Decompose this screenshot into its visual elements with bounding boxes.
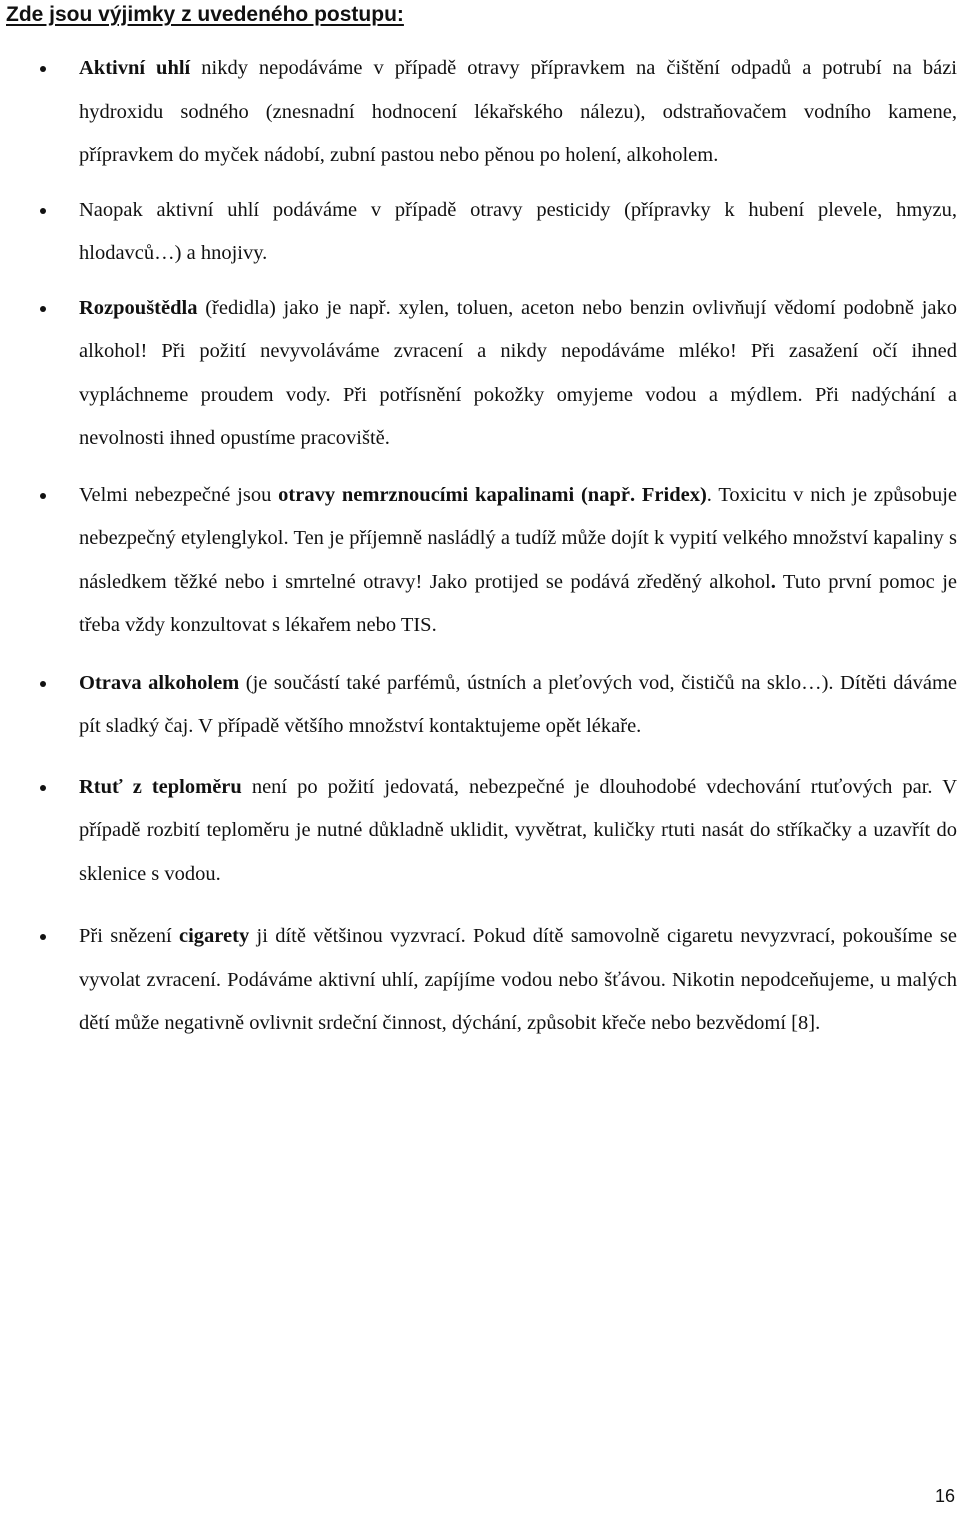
bold-term: cigarety: [179, 925, 250, 947]
item-text: nikdy nepodáváme v případě otravy přípravkem na čištění odpadů a potrubí na bázi hydroxidu sodného (znesnadní hodnocení lékařského nálezu), odstraňovačem vodního kamene, přípravkem do myček nádobí, zubní pastou nebo pěnou po holení, alkoholem.: [79, 57, 957, 166]
bullet-icon: [40, 306, 46, 312]
item-text: Při snězení: [79, 925, 180, 947]
bullet-icon: [40, 785, 46, 791]
bold-term: .: [770, 570, 776, 593]
bullet-icon: [40, 681, 46, 687]
item-text: ji dítě většinou vyzvrací. Pokud dítě samovolně cigaretu nevyzvrací, pokoušíme se vyvolat zvracení. Podáváme aktivní uhlí, zapíjíme vodou nebo šťávou. Nikotin nepodceňujeme, u malých dětí může negativně ovlivnit srdeční činnost, dýchání, způsobit křeče nebo bezvědomí [8].: [79, 925, 957, 1034]
list-item-mercury: [0, 766, 957, 897]
item-text: Velmi nebezpečné jsou: [79, 483, 279, 506]
list-item-alcohol: [0, 662, 957, 749]
bold-term: Rtuť z teploměru: [79, 775, 242, 798]
list-item-antifreeze: [0, 474, 957, 648]
item-text: Tuto první pomoc je třeba vždy konzultovat s lékařem nebo TIS.: [79, 570, 957, 636]
item-text: (je součástí také parfémů, ústních a pleťových vod, čističů na sklo…). Dítěti dáváme pít sladký čaj. V případě většího množství kontaktujeme opět lékaře.: [79, 671, 957, 737]
item-text: . Toxicitu v nich je způsobuje nebezpečný etylenglykol. Ten je příjemně nasládlý a tudíž může dojít k vypití velkého množství kapaliny s následkem těžké nebo i smrtelné otravy! Jako protijed se podává zředěný alkohol: [79, 483, 957, 593]
bullet-icon: [40, 493, 46, 499]
item-text: Naopak aktivní uhlí podáváme v případě otravy pesticidy (přípravky k hubení plevele, hmyzu, hlodavců…) a hnojivy.: [79, 198, 957, 264]
list-item-solvents: [0, 287, 957, 461]
exceptions-list: [0, 47, 960, 1046]
list-item-activated-charcoal-not: [0, 47, 957, 178]
bold-term: Rozpouštědla: [79, 296, 198, 319]
bold-term: Otrava alkoholem: [79, 671, 240, 694]
list-item-activated-charcoal-yes: [0, 189, 957, 276]
list-item-cigarette: [0, 915, 957, 1046]
page-number: 16: [934, 1486, 955, 1506]
bold-term: Aktivní uhlí: [79, 57, 191, 79]
bullet-icon: [40, 934, 46, 940]
bullet-icon: [40, 208, 46, 214]
page-heading: Zde jsou výjimky z uvedeného postupu:: [6, 3, 404, 26]
item-text: není po požití jedovatá, nebezpečné je dlouhodobé vdechování rtuťových par. V případě rozbití teploměru je nutné důkladně uklidit, vyvětrat, kuličky rtuti nasát do stříkačky a uzavřít do sklenice s vodou.: [79, 775, 958, 885]
bold-term: otravy nemrznoucími kapalinami (např. Fridex): [278, 483, 707, 506]
bullet-icon: [40, 66, 46, 72]
item-text: (ředidla) jako je např. xylen, toluen, aceton nebo benzin ovlivňují vědomí podobně jako alkohol! Při požití nevyvoláváme zvracení a nikdy nepodáváme mléko! Při zasažení očí ihned vypláchneme proudem vody. Při potřísnění pokožky omyjeme vodou a mýdlem. Při nadýchání a nevolnosti ihned opustíme pracoviště.: [79, 296, 957, 449]
